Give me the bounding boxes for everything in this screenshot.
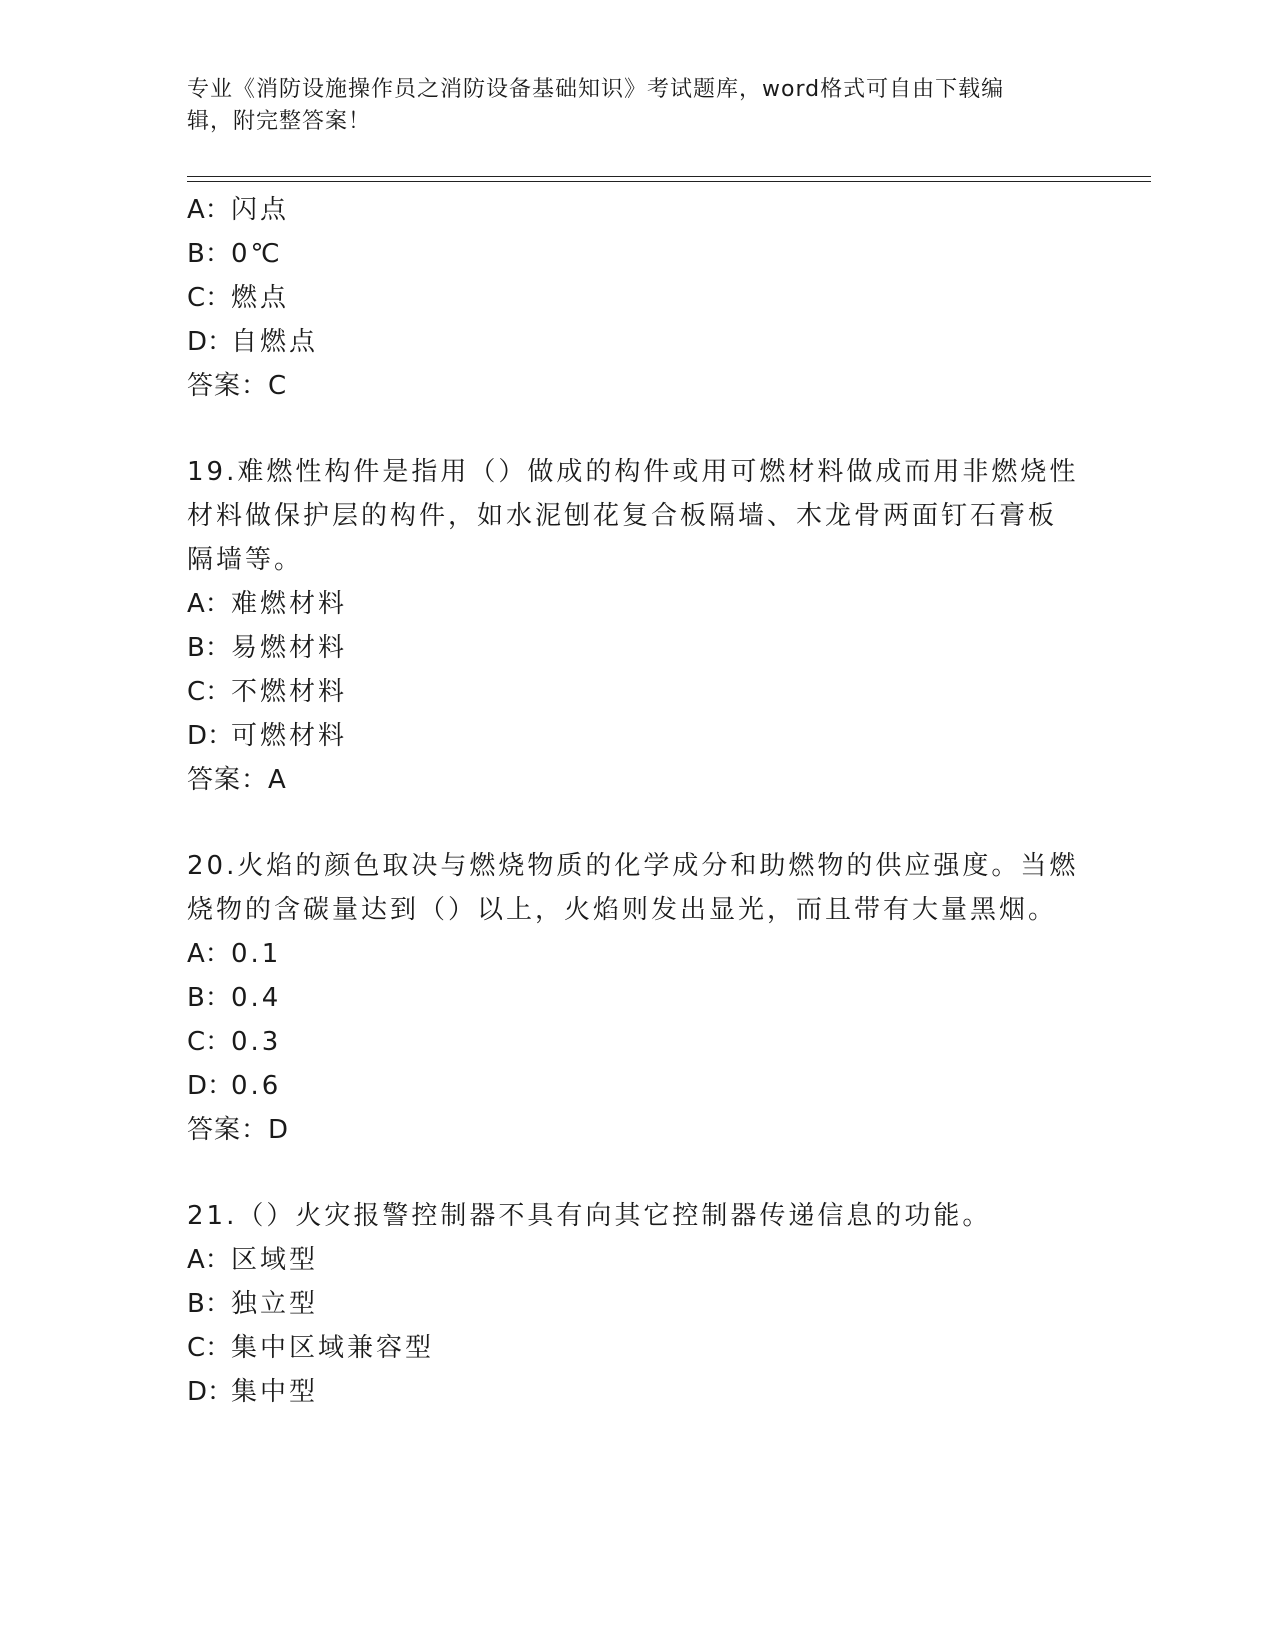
option-text: 可燃材料 <box>231 721 348 751</box>
q19-option-d <box>187 719 347 753</box>
option-key: B： <box>187 239 231 269</box>
option-text: 0.3 <box>231 1027 282 1057</box>
option-key: D： <box>187 1071 234 1101</box>
option-text: 集中区域兼容型 <box>231 1333 435 1363</box>
option-text: 0℃ <box>231 239 283 269</box>
q21-stem-line-1: 21.（）火灾报警控制器不具有向其它控制器传递信息的功能。 <box>187 1201 992 1231</box>
option-text: 0.1 <box>231 939 282 969</box>
option-text: 不燃材料 <box>231 677 348 707</box>
option-key: D： <box>187 721 234 751</box>
option-key: C： <box>187 283 232 313</box>
q18-option-d <box>187 325 318 359</box>
q19-answer: 答案：A <box>187 765 287 795</box>
option-text: 闪点 <box>231 195 290 225</box>
option-key: A： <box>187 939 231 969</box>
q20-option-a <box>187 937 281 971</box>
q19-option-b <box>187 631 347 665</box>
q20-stem-line-2: 烧物的含碳量达到（）以上，火焰则发出显光，而且带有大量黑烟。 <box>187 895 1058 925</box>
option-text: 易燃材料 <box>231 633 348 663</box>
q19-option-a <box>187 587 347 621</box>
option-text: 独立型 <box>231 1289 319 1319</box>
option-key: A： <box>187 195 231 225</box>
header-divider-bottom <box>187 181 1151 182</box>
q20-answer: 答案：D <box>187 1115 290 1145</box>
q20-stem-line-1: 20.火焰的颜色取决与燃烧物质的化学成分和助燃物的供应强度。当燃 <box>187 851 1079 881</box>
option-key: D： <box>187 327 234 357</box>
option-text: 0.6 <box>231 1071 282 1101</box>
option-key: B： <box>187 983 231 1013</box>
q21-option-d <box>187 1375 318 1409</box>
q19-stem-line-3: 隔墙等。 <box>187 545 304 575</box>
option-key: B： <box>187 633 231 663</box>
q20-option-b <box>187 981 281 1015</box>
q18-answer: 答案：C <box>187 371 288 401</box>
header-line-2: 辑，附完整答案！ <box>187 109 372 134</box>
option-key: A： <box>187 589 231 619</box>
option-text: 燃点 <box>231 283 290 313</box>
option-text: 自燃点 <box>231 327 319 357</box>
option-key: C： <box>187 1027 232 1057</box>
option-text: 区域型 <box>231 1245 319 1275</box>
option-key: C： <box>187 677 232 707</box>
option-text: 难燃材料 <box>231 589 348 619</box>
option-key: C： <box>187 1333 232 1363</box>
q19-option-c <box>187 675 347 709</box>
header-divider-top <box>187 176 1151 177</box>
q20-option-d <box>187 1069 281 1103</box>
q18-option-c <box>187 281 289 315</box>
header-line-1: 专业《消防设施操作员之消防设备基础知识》考试题库，word格式可自由下载编 <box>187 77 1005 102</box>
q21-option-a <box>187 1243 318 1277</box>
option-key: B： <box>187 1289 231 1319</box>
q18-option-b <box>187 237 283 271</box>
option-key: A： <box>187 1245 231 1275</box>
q20-option-c <box>187 1025 281 1059</box>
q19-stem-line-2: 材料做保护层的构件，如水泥刨花复合板隔墙、木龙骨两面钉石膏板 <box>187 501 1058 531</box>
q19-stem-line-1: 19.难燃性构件是指用（）做成的构件或用可燃材料做成而用非燃烧性 <box>187 457 1079 487</box>
q21-option-c <box>187 1331 434 1365</box>
q18-option-a <box>187 193 289 227</box>
option-text: 集中型 <box>231 1377 319 1407</box>
q21-option-b <box>187 1287 318 1321</box>
option-text: 0.4 <box>231 983 282 1013</box>
option-key: D： <box>187 1377 234 1407</box>
document-header <box>187 74 1067 138</box>
